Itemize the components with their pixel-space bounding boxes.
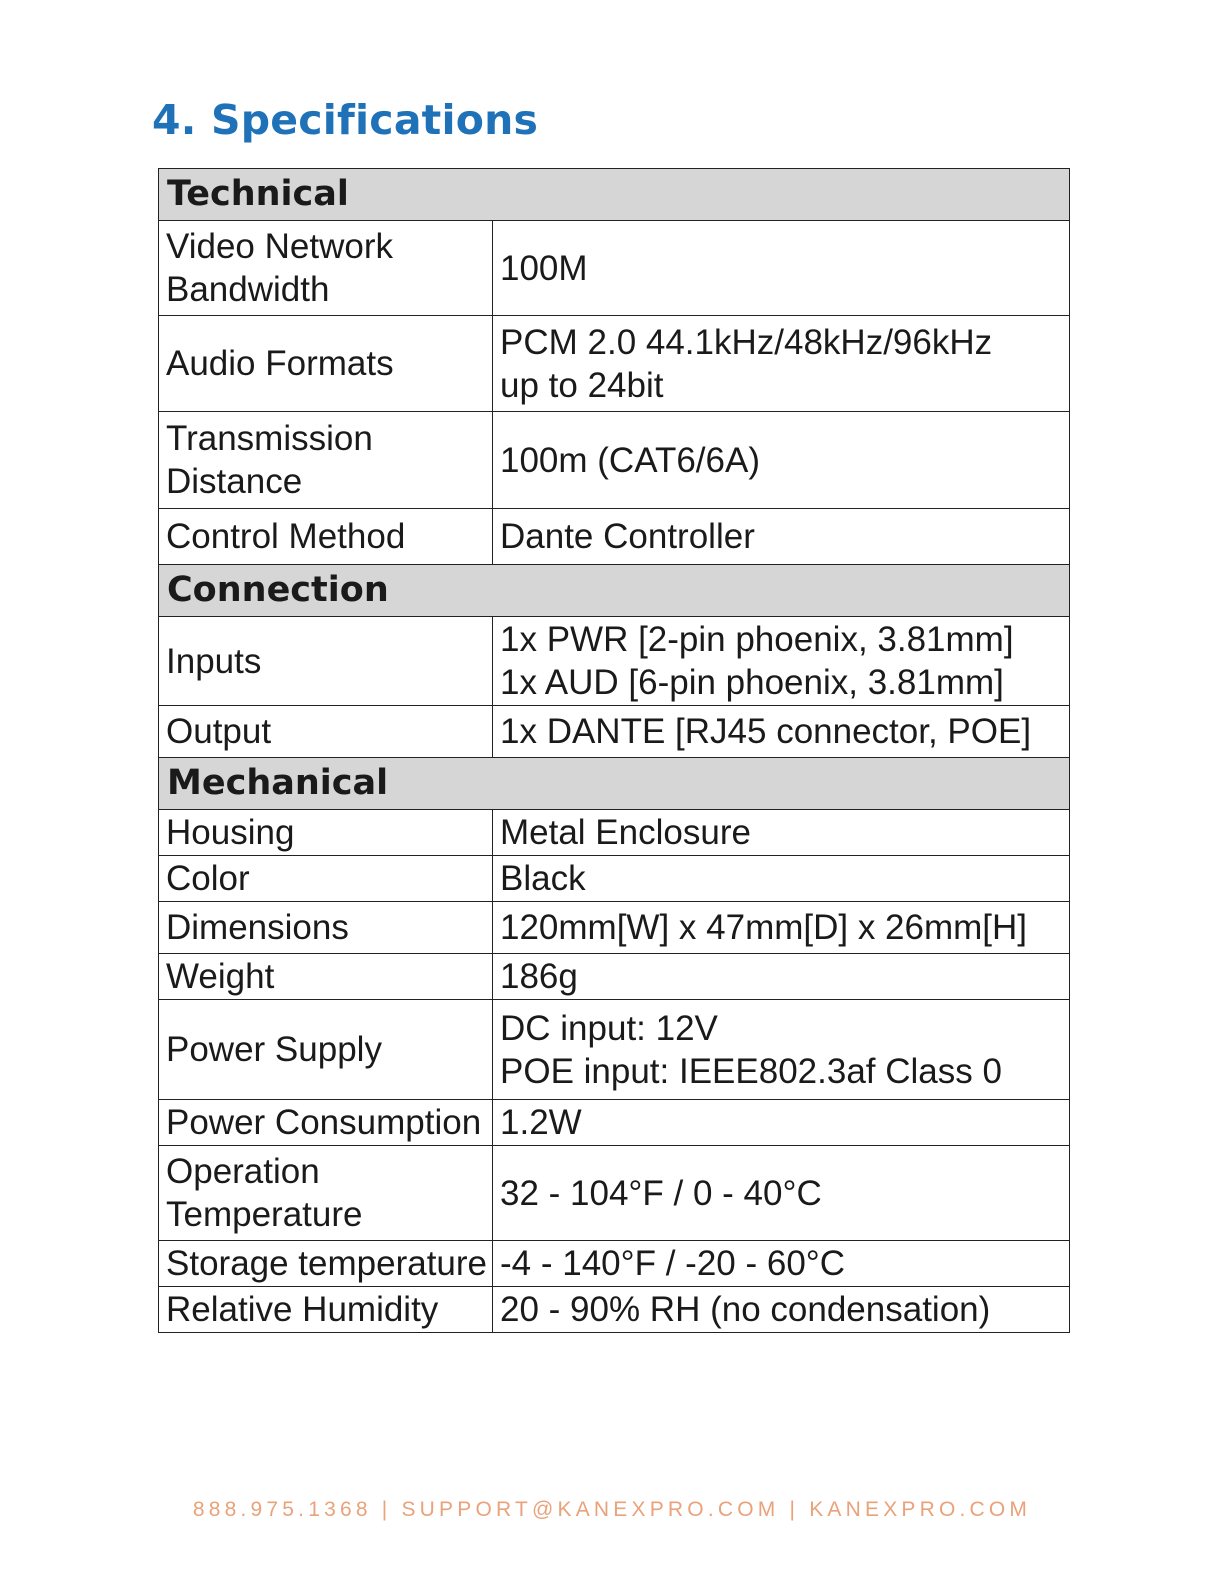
spec-row-control-method <box>159 509 1070 565</box>
footer-website: KANEXPRO.COM <box>809 1498 1032 1521</box>
spec-row-operation-temperature <box>159 1146 1070 1241</box>
spec-label: Control Method <box>159 509 493 565</box>
spec-value: 1.2W <box>493 1100 1070 1146</box>
spec-row-color <box>159 856 1070 902</box>
specifications-table <box>158 168 1070 1333</box>
spec-row-power-consumption <box>159 1100 1070 1146</box>
section-header-technical <box>159 169 1070 221</box>
spec-row-dimensions <box>159 902 1070 954</box>
spec-row-inputs <box>159 617 1070 706</box>
spec-row-relative-humidity <box>159 1287 1070 1333</box>
section-header-mechanical <box>159 758 1070 810</box>
spec-label: Operation Temperature <box>159 1146 493 1241</box>
page-title: 4. Specifications <box>152 96 539 144</box>
spec-label: Relative Humidity <box>159 1287 493 1333</box>
spec-row-housing <box>159 810 1070 856</box>
spec-label: Video Network Bandwidth <box>159 221 493 316</box>
spec-value: 1x PWR [2-pin phoenix, 3.81mm] 1x AUD [6-pin phoenix, 3.81mm] <box>493 617 1070 706</box>
spec-label: Dimensions <box>159 902 493 954</box>
spec-label: Power Supply <box>159 1000 493 1100</box>
footer-phone: 888.975.1368 <box>192 1498 372 1521</box>
spec-label: Transmission Distance <box>159 412 493 509</box>
spec-value: 32 - 104°F / 0 - 40°C <box>493 1146 1070 1241</box>
spec-row-audio-formats <box>159 316 1070 412</box>
spec-value: 100m (CAT6/6A) <box>493 412 1070 509</box>
spec-value: 20 - 90% RH (no condensation) <box>493 1287 1070 1333</box>
spec-label: Weight <box>159 954 493 1000</box>
footer-email: SUPPORT@KANEXPRO.COM <box>401 1498 780 1521</box>
section-heading: Mechanical <box>159 758 1070 810</box>
spec-value: 120mm[W] x 47mm[D] x 26mm[H] <box>493 902 1070 954</box>
spec-label: Output <box>159 706 493 758</box>
spec-value: -4 - 140°F / -20 - 60°C <box>493 1241 1070 1287</box>
spec-row-output <box>159 706 1070 758</box>
spec-value: Black <box>493 856 1070 902</box>
section-heading: Technical <box>159 169 1070 221</box>
spec-label: Power Consumption <box>159 1100 493 1146</box>
footer-separator: | <box>789 1498 800 1521</box>
spec-value: DC input: 12V POE input: IEEE802.3af Class 0 <box>493 1000 1070 1100</box>
spec-value: 1x DANTE [RJ45 connector, POE] <box>493 706 1070 758</box>
footer-separator: | <box>381 1498 392 1521</box>
spec-label: Color <box>159 856 493 902</box>
spec-value: 186g <box>493 954 1070 1000</box>
spec-value: 100M <box>493 221 1070 316</box>
spec-label: Storage temperature <box>159 1241 493 1287</box>
page-footer <box>0 1498 1224 1522</box>
spec-value: Metal Enclosure <box>493 810 1070 856</box>
spec-label: Inputs <box>159 617 493 706</box>
section-heading: Connection <box>159 565 1070 617</box>
spec-value: Dante Controller <box>493 509 1070 565</box>
section-header-connection <box>159 565 1070 617</box>
spec-row-transmission-distance <box>159 412 1070 509</box>
spec-label: Housing <box>159 810 493 856</box>
spec-row-weight <box>159 954 1070 1000</box>
spec-row-video-network-bandwidth <box>159 221 1070 316</box>
spec-label: Audio Formats <box>159 316 493 412</box>
spec-value: PCM 2.0 44.1kHz/48kHz/96kHz up to 24bit <box>493 316 1070 412</box>
spec-row-storage-temperature <box>159 1241 1070 1287</box>
spec-row-power-supply <box>159 1000 1070 1100</box>
